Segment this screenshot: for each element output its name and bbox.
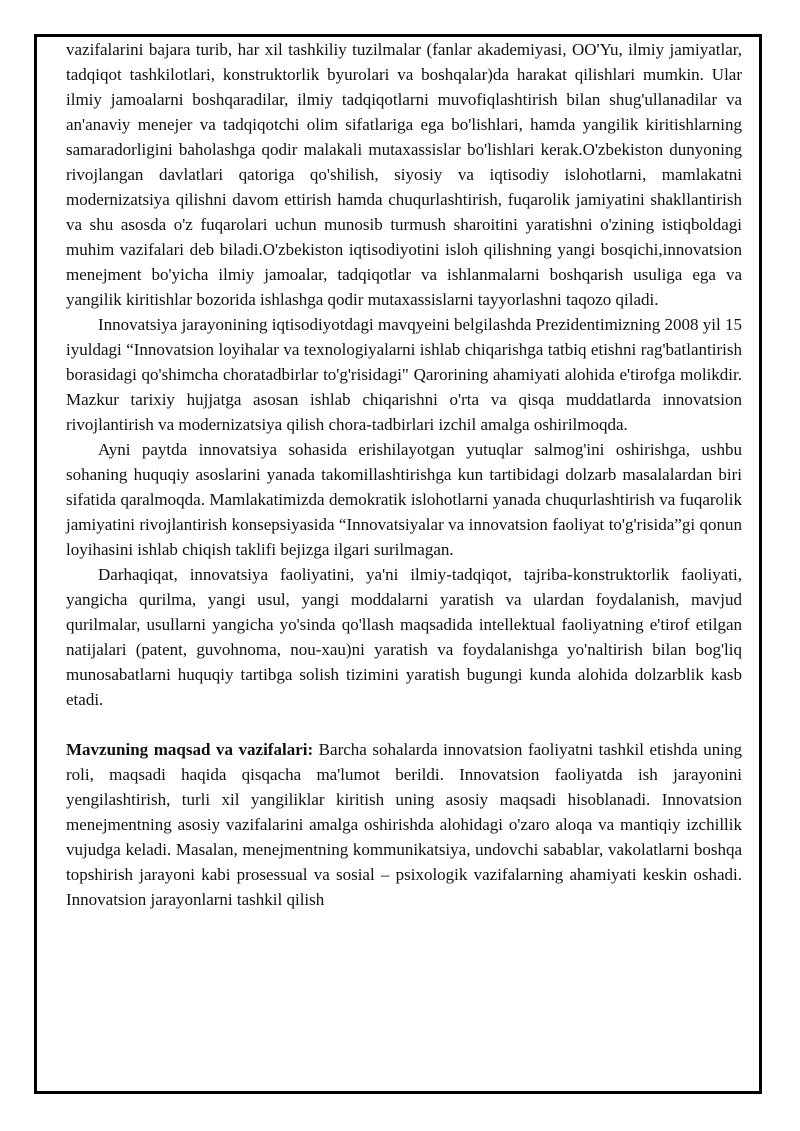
section-paragraph — [66, 737, 742, 912]
document-body — [66, 37, 742, 912]
paragraph-4: Darhaqiqat, innovatsiya faoliyatini, ya'ni ilmiy-tadqiqot, tajriba-konstruktorlik faoliyati, yangicha qurilma, yangi usul, yangi moddalarni yaratish va ulardan foydalanish, mavjud qurilmalar, usullarni yangicha yo'sinda qo'llash maqsadida intellektual faoliyatning e'tirof etilgan natijalari (patent, guvohnoma, nou-xau)ni yaratish va foydalanishga yo'naltirish bilan bog'liq munosabatlarni huquqiy tartibga solish tizimini yaratish bugungi kunda alohida dolzarblik kasb etadi. — [66, 565, 742, 709]
paragraph-3: Ayni paytda innovatsiya sohasida erishilayotgan yutuqlar salmog'ini oshirishga, ushbu sohaning huquqiy asoslarini yanada takomillashtirishga kun tartibidagi dolzarb masalalardan biri sifatida qaralmoqda. Mamlakatimizda demokratik islohotlarni yanada chuqurlashtirish va fuqarolik jamiyatini rivojlantirish konsepsiyasida “Innovatsiyalar va innovatsion faoliyat to'g'risida”gi qonun loyihasini ishlab chiqish taklifi bejizga ilgari surilmagan. — [66, 440, 742, 559]
paragraph-2: Innovatsiya jarayonining iqtisodiyotdagi mavqyeini belgilashda Prezidentimizning 2008 yil 15 iyuldagi “Innovatsion loyihalar va texnologiyalarni ishlab chiqarishga tatbiq etishni rag'batlantirish borasidagi qo'shimcha choratadbirlar to'g'risidagi" Qarorining ahamiyati alohida e'tirofga molikdir. Mazkur tarixiy hujjatga asosan ishlab chiqarishni o'rta va qisqa muddatlarda innovatsion rivojlantirish va modernizatsiya qilish chora-tadbirlari izchil amalga oshirilmoqda. — [66, 315, 742, 434]
paragraph-1: vazifalarini bajara turib, har xil tashkiliy tuzilmalar (fanlar akademiyasi, OO'Yu, ilmiy jamiyatlar, tadqiqot tashkilotlari, konstruktorlik byurolari va boshqalar)da harakat qilishlari mumkin. Ular ilmiy jamoalarni boshqaradilar, ilmiy tadqiqotlarni muvofiqlashtirish bilan shug'ullanadilar va an'anaviy menejer va tadqiqotchi olim sifatlariga ega bo'lishlari, hamda yangilik kiritishlarning samaradorligini baholashga qodir malakali mutaxassislar bo'lishlari kerak.O'zbekiston dunyoning rivojlangan davlatlari qatoriga qo'shilish, siyosiy va iqtisodiy islohotlarni, mamlakatni modernizatsiya qilishni davom ettirish hamda chuqurlashtirish, fuqarolik jamiyatini shakllantirish va shu asosda o'z fuqarolari uchun munosib turmush sharoitini yaratishni o'zining istiqboldagi muhim vazifalari deb biladi.O'zbekiston iqtisodiyotini isloh qilishning yangi bosqichi,innovatsion menejment bo'yicha ilmiy jamoalar, tadqiqotlar va ishlanmalarni boshqarish usuliga ega va yangilik kiritishlar bozorida ishlashga qodir mutaxassislarni tayyorlashni taqozo qiladi. — [66, 40, 742, 309]
section-heading: Mavzuning maqsad va vazifalari: — [66, 740, 314, 759]
section-body: Barcha sohalarda innovatsion faoliyatni tashkil etishda uning roli, maqsadi haqida qisqacha ma'lumot berildi. Innovatsion faoliyatda ish jarayonini yengilashtirish, turli xil yangiliklar kiritish uning asosiy maqsadi hisoblanadi. Innovatsion menejmentning asosiy vazifalarini amalga oshirishda alohidagi o'zaro aloqa va mantiqiy izchillik vujudga keladi. Masalan, menejmentning kommunikatsiya, undovchi sabablar, vakolatlarni boshqa topshirish jarayoni kabi prosessual va sosial – psixologik vazifalarning ahamiyati keskin oshadi. Innovatsion jarayonlarni tashkil qilish — [66, 740, 742, 909]
